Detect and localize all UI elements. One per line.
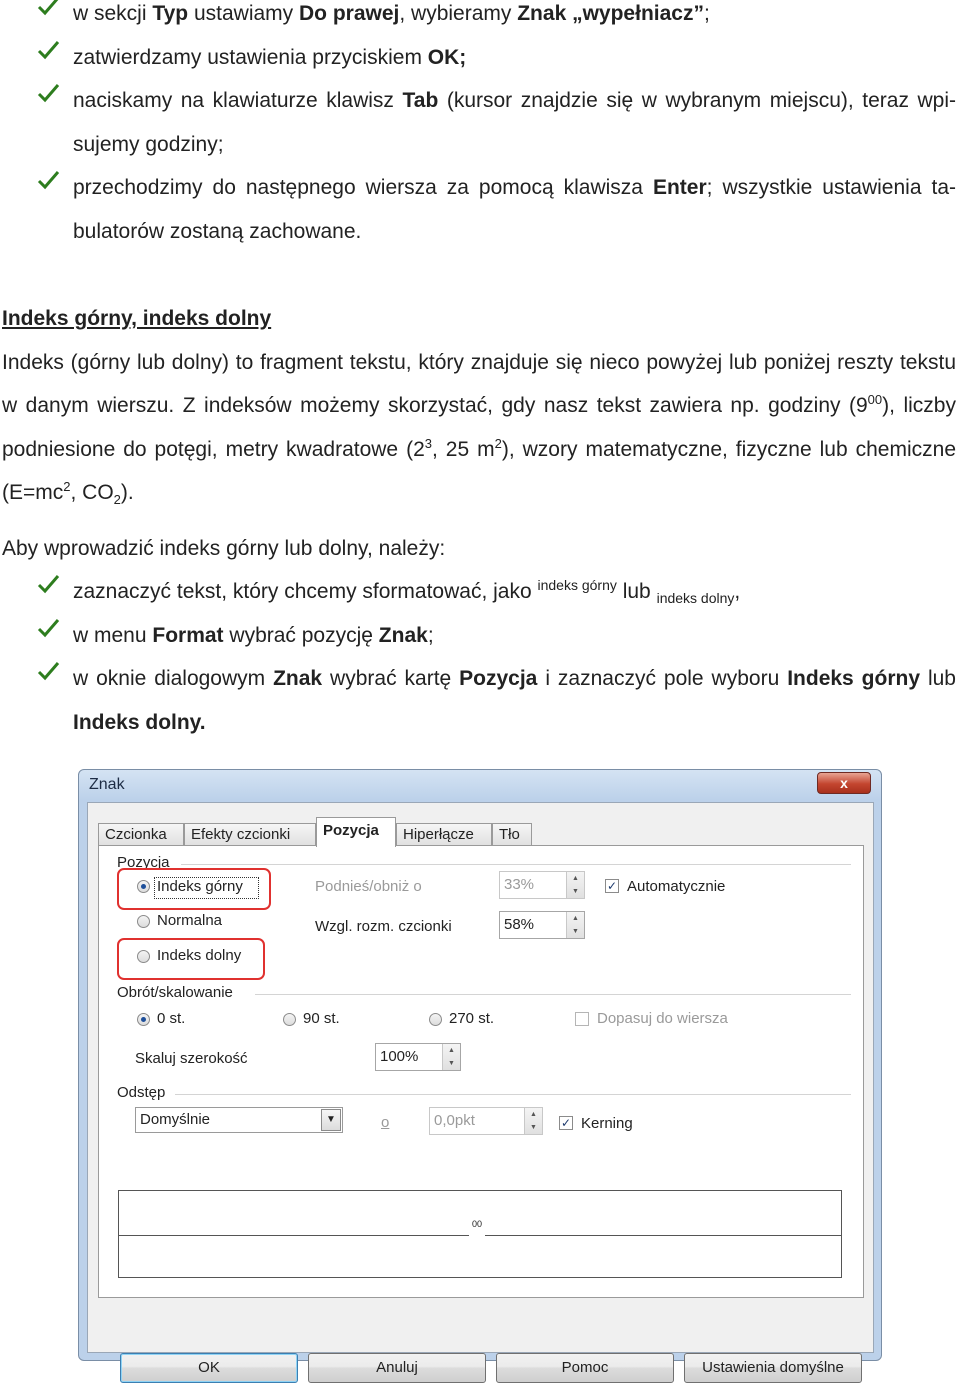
spinner-arrows-icon[interactable]: ▲ ▼ [566,872,584,898]
text: w oknie dialogowym [73,667,274,690]
bold-text: Znak [378,623,428,647]
spinner-arrows-icon[interactable]: ▲ ▼ [442,1044,460,1070]
bullet-list-top [0,0,960,253]
bold-text: Tab [402,89,439,112]
bold-text: Znak [273,667,323,690]
section-indeks [0,297,960,570]
checkmark-icon [36,570,62,596]
text: zatwierdzamy ustawienia przyciskiem [73,45,428,69]
list-item [0,0,960,36]
spinner-value: 0,0pkt [434,1112,475,1129]
radio-rot-0-label: 0 st. [157,1010,186,1027]
chevron-down-icon[interactable]: ▼ [321,1109,341,1131]
section-label-spacing: Odstęp [117,1084,166,1101]
scale-width-label: Skaluj szerokość [135,1050,248,1067]
dialog-client [87,802,874,1376]
tab-tlo[interactable]: Tło [492,823,532,845]
text: wybrać pozycję [223,623,379,647]
list-item [0,570,960,614]
subscript: indeks dolny [656,590,735,607]
defaults-button[interactable]: Ustawienia domyślne [684,1353,862,1383]
radio-subscript-label: Indeks dolny [157,947,242,964]
text: ), liczby podniesione do potęgi, metry kwadratowe (2 [2,394,956,461]
text: ; wszystkie ustawienia ta-bulatorów zostaną zachowane. [73,176,956,243]
fit-to-line-label: Dopasuj do wiersza [597,1010,728,1027]
bold-text: Typ [152,2,189,25]
text: ustawiamy [188,2,300,25]
dropdown-value: Domyślnie [140,1111,211,1128]
radio-normal-label: Normalna [157,912,223,929]
section-label-pozycja: Pozycja [117,854,170,871]
bold-text: Format [152,623,224,647]
text: , [734,580,741,603]
paragraph: Aby wprowadzić indeks górny lub dolny, należy: [2,536,446,560]
relative-size-spinner[interactable] [499,911,585,939]
bold-text: Indeks dolny. [73,710,206,734]
spinner-arrows-icon[interactable]: ▲ ▼ [566,912,584,938]
spinner-arrows-icon[interactable]: ▲ ▼ [524,1108,542,1134]
tab-hiperlacze[interactable]: Hiperłącze [396,823,492,845]
cancel-button[interactable]: Anuluj [308,1353,486,1383]
raise-lower-spinner[interactable] [499,871,585,899]
spinner-value: 100% [380,1048,419,1065]
superscript: 3 [424,435,432,451]
ok-button[interactable]: OK [120,1353,298,1383]
superscript: 00 [867,392,883,407]
radio-superscript-label: Indeks górny [157,878,243,895]
text: naciskamy na klawiaturze klawisz [73,89,403,112]
bold-text: Do prawej [299,2,400,25]
bold-text: Indeks górny [787,667,921,690]
section-label-rotation: Obrót/skalowanie [117,984,233,1001]
text: przechodzimy do następnego wiersza za pomocą klawisza [73,176,653,199]
text: ). [120,481,134,504]
automatic-checkbox[interactable]: ✓ [606,879,618,893]
text: zaznaczyć tekst, który chcemy sformatować, jako [73,580,538,603]
separator [181,864,851,865]
text: , CO [70,481,114,504]
section-heading: Indeks górny, indeks dolny [2,307,272,330]
spinner-value: 33% [504,876,535,893]
spacing-dropdown[interactable] [135,1107,343,1133]
checkmark-icon [36,79,62,105]
superscript: indeks górny [537,577,617,593]
raise-lower-label: Podnieś/obniż o [315,878,422,895]
radio-subscript[interactable] [137,950,150,963]
bold-text: OK; [427,45,467,69]
checkmark-icon [36,166,62,192]
text: , wybieramy [399,2,518,25]
dialog-znak [78,769,882,1376]
checkmark-icon [36,0,62,18]
checkmark-icon [36,36,62,62]
help-button[interactable]: Pomoc [496,1353,674,1383]
text: wybrać kartę [322,667,460,690]
tab-pozycja[interactable]: Pozycja [316,817,396,847]
text: ; [703,2,710,25]
text: w menu [73,623,153,647]
radio-rot-90-label: 90 st. [303,1010,340,1027]
bold-text: Znak „wypełniacz” [517,2,704,25]
radio-rot-270-label: 270 st. [449,1010,495,1027]
preview-text: 00 [469,1219,485,1241]
bold-text: Pozycja [459,667,538,690]
by-spinner[interactable] [429,1107,543,1135]
text: Indeks (górny lub dolny) to fragment tekstu, który znajduje się nieco powyżej lub poniżej reszty tekstu w danym wierszu. Z indeksów możemy skorzystać, gdy nasz tekst zawiera np. godziny (9 [2,350,956,417]
checkmark-icon [36,657,62,683]
radio-rot-270[interactable] [429,1013,442,1026]
by-label: o [381,1114,390,1131]
relative-size-label: Wzgl. rozm. czcionki [315,918,452,935]
radio-rot-0[interactable] [137,1013,150,1026]
subscript: 2 [113,492,121,508]
text: i zaznaczyć pole wyboru [537,667,788,690]
preview-box [118,1190,842,1278]
scale-width-spinner[interactable] [375,1043,461,1071]
text: lub [616,580,657,603]
tab-efekty-czcionki[interactable]: Efekty czcionki [184,823,316,845]
text: ), wzory matematyczne, fizyczne lub chemiczne (E=mc [2,437,956,504]
radio-superscript[interactable] [137,880,150,893]
text: ; [427,623,434,647]
fit-to-line-checkbox[interactable] [575,1012,589,1026]
list-item [0,166,960,253]
close-button[interactable]: x [817,772,871,794]
list-item [0,36,960,80]
radio-normal[interactable] [137,915,150,928]
text: lub [920,667,956,690]
separator [255,994,851,995]
spinner-value: 58% [504,916,535,933]
bullet-list-bottom [0,570,960,744]
text: (kursor znajdzie się w wybranym miejscu), teraz wpi-sujemy godziny; [73,89,957,156]
text: , 25 m [431,437,495,461]
list-item [0,657,960,744]
automatic-label: Automatycznie [627,878,726,895]
dialog-title: Znak [89,776,125,793]
list-item [0,79,960,166]
paragraph [0,341,960,515]
superscript: 2 [494,435,502,451]
separator [175,1094,851,1095]
superscript: 2 [63,479,71,494]
kerning-checkbox[interactable]: ✓ [560,1116,572,1130]
checkmark-icon [36,614,62,640]
list-item [0,614,960,658]
text: w sekcji [73,2,153,25]
kerning-label: Kerning [581,1115,633,1132]
tab-czcionka[interactable]: Czcionka [98,823,184,845]
radio-rot-90[interactable] [283,1013,296,1026]
bold-text: Enter [652,176,707,199]
